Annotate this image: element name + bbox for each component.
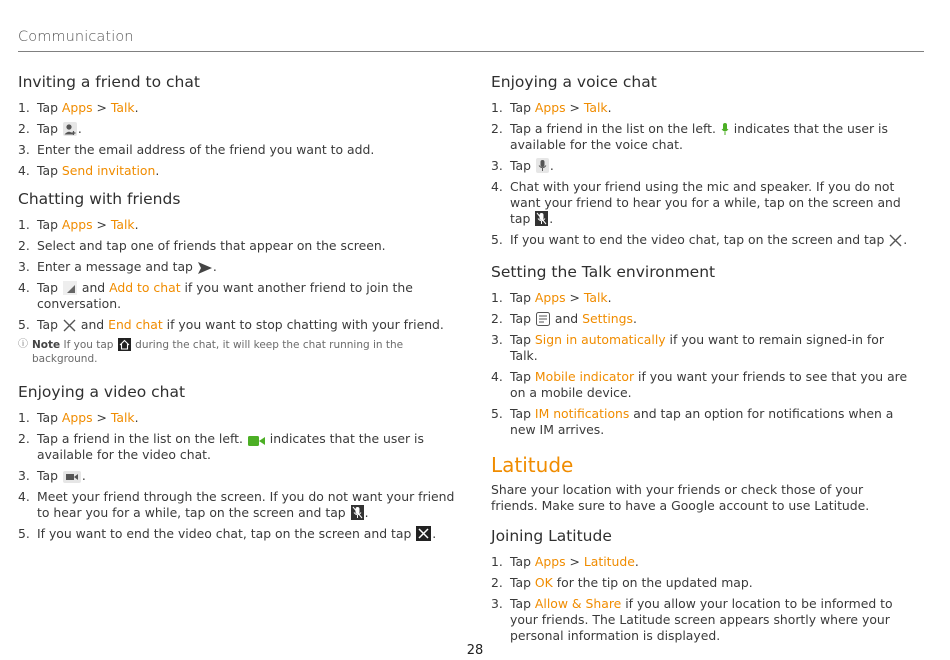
list-item: 2. Select and tap one of friends that appear on the screen. bbox=[18, 238, 386, 253]
page-number: 28 bbox=[466, 643, 484, 658]
header-divider bbox=[18, 51, 924, 52]
voice-steps bbox=[491, 100, 911, 248]
list-item: 5. If you want to end the video chat, tap on the screen and tap . bbox=[491, 232, 908, 247]
info-icon: ⓘ bbox=[18, 339, 28, 350]
list-item: 1. Tap Apps > Talk. bbox=[18, 410, 139, 425]
section-title-joining: Joining Latitude bbox=[491, 527, 612, 545]
list-item: 2. Tap and Settings. bbox=[491, 311, 637, 326]
close-box-icon bbox=[416, 526, 431, 541]
video-camera-icon bbox=[248, 436, 265, 446]
mic-icon bbox=[721, 123, 729, 136]
list-item: 3. Tap . bbox=[491, 158, 554, 173]
section-title-inviting: Inviting a friend to chat bbox=[18, 73, 200, 91]
note: ⓘ Note If you tap during the chat, it will keep the chat running in the background. bbox=[18, 339, 404, 365]
menu-icon bbox=[536, 312, 550, 326]
section-title-env: Setting the Talk environment bbox=[491, 263, 716, 281]
list-item: 4. Tap Mobile indicator if you want your friends to see that you are on a mobile device. bbox=[491, 369, 908, 400]
list-item: 3. Tap Sign in automatically if you want to remain signed-in for Talk. bbox=[491, 332, 884, 363]
section-title-chatting: Chatting with friends bbox=[18, 190, 181, 208]
right-column bbox=[491, 62, 911, 649]
close-icon bbox=[63, 319, 76, 332]
close-icon bbox=[889, 234, 902, 247]
list-item: 3. Tap Allow & Share if you allow your location to be informed to your friends. The Latitude screen appears shortly where your personal information is displayed. bbox=[491, 596, 893, 643]
add-friend-icon bbox=[63, 122, 77, 136]
section-title-latitude: Latitude bbox=[491, 453, 574, 477]
list-item: 5. Tap IM notifications and tap an option for notifications when a new IM arrives. bbox=[491, 406, 894, 437]
list-item: 3. Tap . bbox=[18, 468, 86, 483]
add-to-chat-icon bbox=[63, 281, 77, 295]
mute-icon bbox=[351, 505, 364, 520]
list-item: 1. Tap Apps > Talk. bbox=[18, 217, 139, 232]
video-steps bbox=[18, 410, 458, 542]
list-item: 4. Chat with your friend using the mic and speaker. If you do not want your friend to hear you for a while, tap on the screen and tap . bbox=[491, 179, 901, 226]
list-item: 2. Tap a friend in the list on the left. indicates that the user is available for the voice chat. bbox=[491, 121, 888, 152]
list-item: 5. If you want to end the video chat, tap on the screen and tap . bbox=[18, 526, 437, 541]
mic-icon bbox=[536, 158, 549, 173]
page-header: Communication bbox=[18, 29, 134, 45]
home-icon bbox=[118, 338, 131, 351]
list-item: 4. Meet your friend through the screen. If you do not want your friend to hear you for a while, tap on the screen and tap . bbox=[18, 489, 455, 520]
list-item: 5. Tap and End chat if you want to stop chatting with your friend. bbox=[18, 317, 444, 332]
list-item: 1. Tap Apps > Talk. bbox=[491, 290, 612, 305]
list-item: 4. Tap Send invitation. bbox=[18, 163, 160, 178]
chatting-steps bbox=[18, 217, 458, 333]
video-camera-icon bbox=[63, 471, 81, 483]
list-item: 1. Tap Apps > Talk. bbox=[491, 100, 612, 115]
send-icon bbox=[198, 262, 212, 274]
joining-steps bbox=[491, 554, 911, 644]
list-item: 4. Tap and Add to chat if you want another friend to join the conversation. bbox=[18, 280, 413, 311]
list-item: 3. Enter a message and tap . bbox=[18, 259, 217, 274]
list-item: 2. Tap OK for the tip on the updated map. bbox=[491, 575, 753, 590]
section-title-voice: Enjoying a voice chat bbox=[491, 73, 657, 91]
inviting-steps bbox=[18, 100, 458, 179]
list-item: 1. Tap Apps > Latitude. bbox=[491, 554, 639, 569]
mute-icon bbox=[535, 211, 548, 226]
left-column bbox=[18, 62, 458, 547]
latitude-intro: Share your location with your friends or check those of your friends. Make sure to have a Google account to use Latitude. bbox=[491, 482, 870, 513]
list-item: 2. Tap a friend in the list on the left. indicates that the user is available for the video chat. bbox=[18, 431, 424, 462]
list-item: 1. Tap Apps > Talk. bbox=[18, 100, 139, 115]
section-title-video: Enjoying a video chat bbox=[18, 383, 186, 401]
env-steps bbox=[491, 290, 911, 438]
list-item: 2. Tap . bbox=[18, 121, 82, 136]
list-item: 3. Enter the email address of the friend you want to add. bbox=[18, 142, 375, 157]
